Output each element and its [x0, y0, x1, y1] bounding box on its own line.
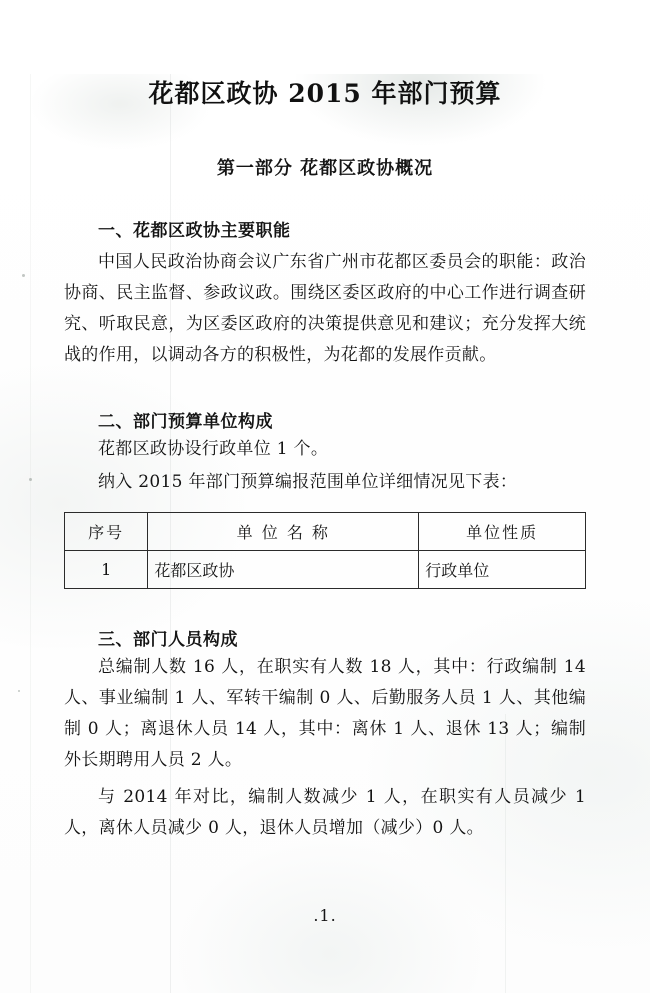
- table-row: [65, 551, 586, 589]
- part-heading: 第一部分 花都区政协概况: [216, 158, 434, 179]
- column-header-unit-name: 单 位 名 称: [148, 513, 419, 551]
- budget-units-table: [64, 512, 586, 589]
- column-header-unit-type: 单位性质: [419, 513, 586, 551]
- column-header-index: 序号: [65, 513, 148, 551]
- cell-index: 1: [65, 551, 148, 589]
- scanned-document-page: [0, 74, 650, 993]
- document-body: [0, 74, 650, 844]
- cell-unit-type: 行政单位: [419, 551, 586, 589]
- section-paragraph: 与 2014 年对比，编制人数减少 1 人，在职实有人员减少 1 人，离休人员减少 0 人，退休人员增加（减少）0 人。: [64, 787, 586, 838]
- section-paragraph: 花都区政协设行政单位 1 个。: [98, 439, 329, 459]
- section-heading-staff: 三、部门人员构成: [98, 630, 238, 650]
- section-paragraph: 中国人民政治协商会议广东省广州市花都区委员会的职能：政治协商、民主监督、参政议政。围绕区委区政府的中心工作进行调查研究、听取民意，为区委区政府的决策提供意见和建议；充分发挥大统战的作用，以调动各方的积极性，为花都的发展作贡献。: [64, 252, 586, 365]
- table-header-row: [65, 513, 586, 551]
- section-heading-budget-units: 二、部门预算单位构成: [98, 412, 273, 432]
- page-number: .1.: [313, 906, 337, 925]
- page-title: 花都区政协 2015 年部门预算: [148, 79, 502, 108]
- section-heading-functions: 一、花都区政协主要职能: [98, 221, 291, 241]
- section-paragraph: 总编制人数 16 人，在职实有人数 18 人，其中：行政编制 14 人、事业编制 1 人、军转干编制 0 人、后勤服务人员 1 人、其他编制 0 人；离退休人员 14 人，其中：离休 1 人、退休 13 人；编制外长期聘用人员 2 人。: [64, 657, 586, 770]
- cell-unit-name: 花都区政协: [148, 551, 419, 589]
- section-paragraph: 纳入 2015 年部门预算编报范围单位详细情况见下表：: [98, 472, 518, 492]
